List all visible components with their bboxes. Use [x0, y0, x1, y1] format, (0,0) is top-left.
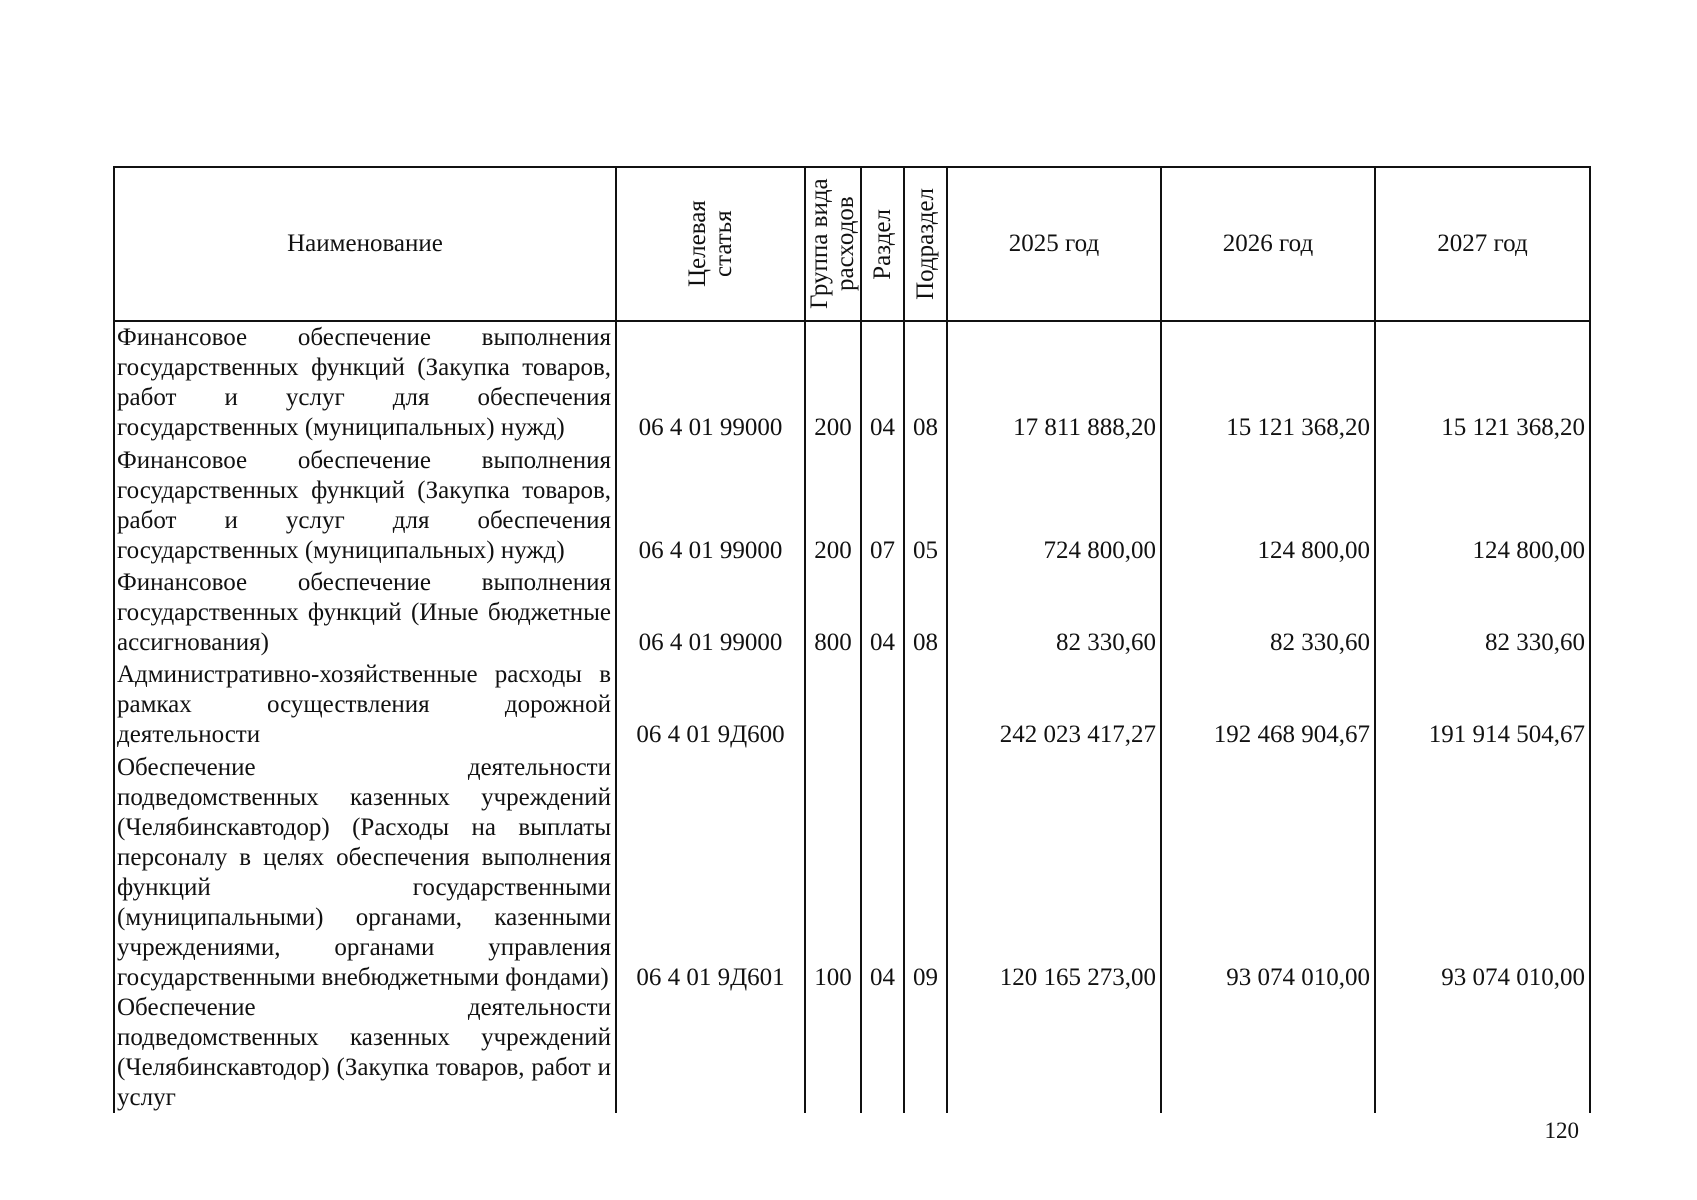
- row-2025: 82 330,60: [947, 566, 1161, 658]
- row-section: 04: [861, 750, 904, 993]
- table-row: [114, 658, 1590, 750]
- row-2026: 93 074 010,00: [1161, 750, 1375, 993]
- header-row: [114, 167, 1590, 321]
- row-2026: 124 800,00: [1161, 443, 1375, 566]
- row-target: [616, 993, 805, 1113]
- budget-table: [113, 166, 1591, 1113]
- row-2026: 15 121 368,20: [1161, 321, 1375, 443]
- row-target: 06 4 01 9Д600: [616, 658, 805, 750]
- table-row: [114, 443, 1590, 566]
- row-section: [861, 658, 904, 750]
- row-name: Финансовое обеспечение выполнения государственных функций (Иные бюджетные ассигнования): [114, 566, 616, 658]
- row-section: 04: [861, 321, 904, 443]
- row-group: 100: [805, 750, 861, 993]
- header-2026: [1161, 167, 1375, 321]
- row-group: [805, 658, 861, 750]
- row-2026: 192 468 904,67: [1161, 658, 1375, 750]
- table-row: [114, 750, 1590, 993]
- header-2026-label: 2026 год: [1222, 230, 1314, 257]
- row-section: 04: [861, 566, 904, 658]
- row-2026: [1161, 993, 1375, 1113]
- row-target: 06 4 01 99000: [616, 321, 805, 443]
- header-target: [616, 167, 805, 321]
- row-group: 200: [805, 443, 861, 566]
- row-name: Обеспечение деятельности подведомственных казенных учреждений (Челябинскавтодор) (Закупка товаров, работ и услуг: [114, 993, 616, 1113]
- row-target: 06 4 01 99000: [616, 443, 805, 566]
- row-2025: 724 800,00: [947, 443, 1161, 566]
- header-section-label: Раздел: [868, 208, 896, 280]
- header-subsection: [904, 167, 947, 321]
- header-2025: [947, 167, 1161, 321]
- header-expense-group: [805, 167, 861, 321]
- row-group: 200: [805, 321, 861, 443]
- row-group: [805, 993, 861, 1113]
- row-2025: [947, 993, 1161, 1113]
- row-2027: 15 121 368,20: [1375, 321, 1590, 443]
- header-section: [861, 167, 904, 321]
- row-name: Финансовое обеспечение выполнения государственных функций (Закупка товаров, работ и услуг для обеспечения государственных (муниципальных) нужд): [114, 443, 616, 566]
- row-group: 800: [805, 566, 861, 658]
- row-target: 06 4 01 99000: [616, 566, 805, 658]
- row-2025: 17 811 888,20: [947, 321, 1161, 443]
- row-2027: 82 330,60: [1375, 566, 1590, 658]
- row-name: Обеспечение деятельности подведомственных казенных учреждений (Челябинскавтодор) (Расходы на выплаты персоналу в целях обеспечения выполнения функций государственными (муниципальными) органами, казенными учреждениями, органами управления государственными внебюджетными фондами): [114, 750, 616, 993]
- header-expense-group-label: Группа вида расходов: [806, 178, 859, 310]
- header-subsection-label: Подраздел: [911, 188, 939, 300]
- row-subsection: 08: [904, 321, 947, 443]
- row-section: [861, 993, 904, 1113]
- header-name-label: Наименование: [287, 230, 443, 257]
- row-name: Финансовое обеспечение выполнения государственных функций (Закупка товаров, работ и услуг для обеспечения государственных (муниципальных) нужд): [114, 321, 616, 443]
- row-subsection: 09: [904, 750, 947, 993]
- table-row: [114, 993, 1590, 1113]
- row-2027: 124 800,00: [1375, 443, 1590, 566]
- row-2027: [1375, 993, 1590, 1113]
- header-2025-label: 2025 год: [1008, 230, 1100, 257]
- row-subsection: [904, 658, 947, 750]
- header-name: [114, 167, 616, 321]
- table-row: [114, 566, 1590, 658]
- row-2027: 191 914 504,67: [1375, 658, 1590, 750]
- row-target: 06 4 01 9Д601: [616, 750, 805, 993]
- row-subsection: 05: [904, 443, 947, 566]
- row-name: Административно-хозяйственные расходы в рамках осуществления дорожной деятельности: [114, 658, 616, 750]
- row-2025: 242 023 417,27: [947, 658, 1161, 750]
- header-2027-label: 2027 год: [1437, 230, 1528, 257]
- header-2027: [1375, 167, 1590, 321]
- row-subsection: 08: [904, 566, 947, 658]
- row-2025: 120 165 273,00: [947, 750, 1161, 993]
- header-target-label: Целевая статья: [683, 200, 737, 288]
- row-2026: 82 330,60: [1161, 566, 1375, 658]
- row-section: 07: [861, 443, 904, 566]
- row-2027: 93 074 010,00: [1375, 750, 1590, 993]
- table-row: [114, 321, 1590, 443]
- row-subsection: [904, 993, 947, 1113]
- page-number: 120: [1544, 1118, 1579, 1143]
